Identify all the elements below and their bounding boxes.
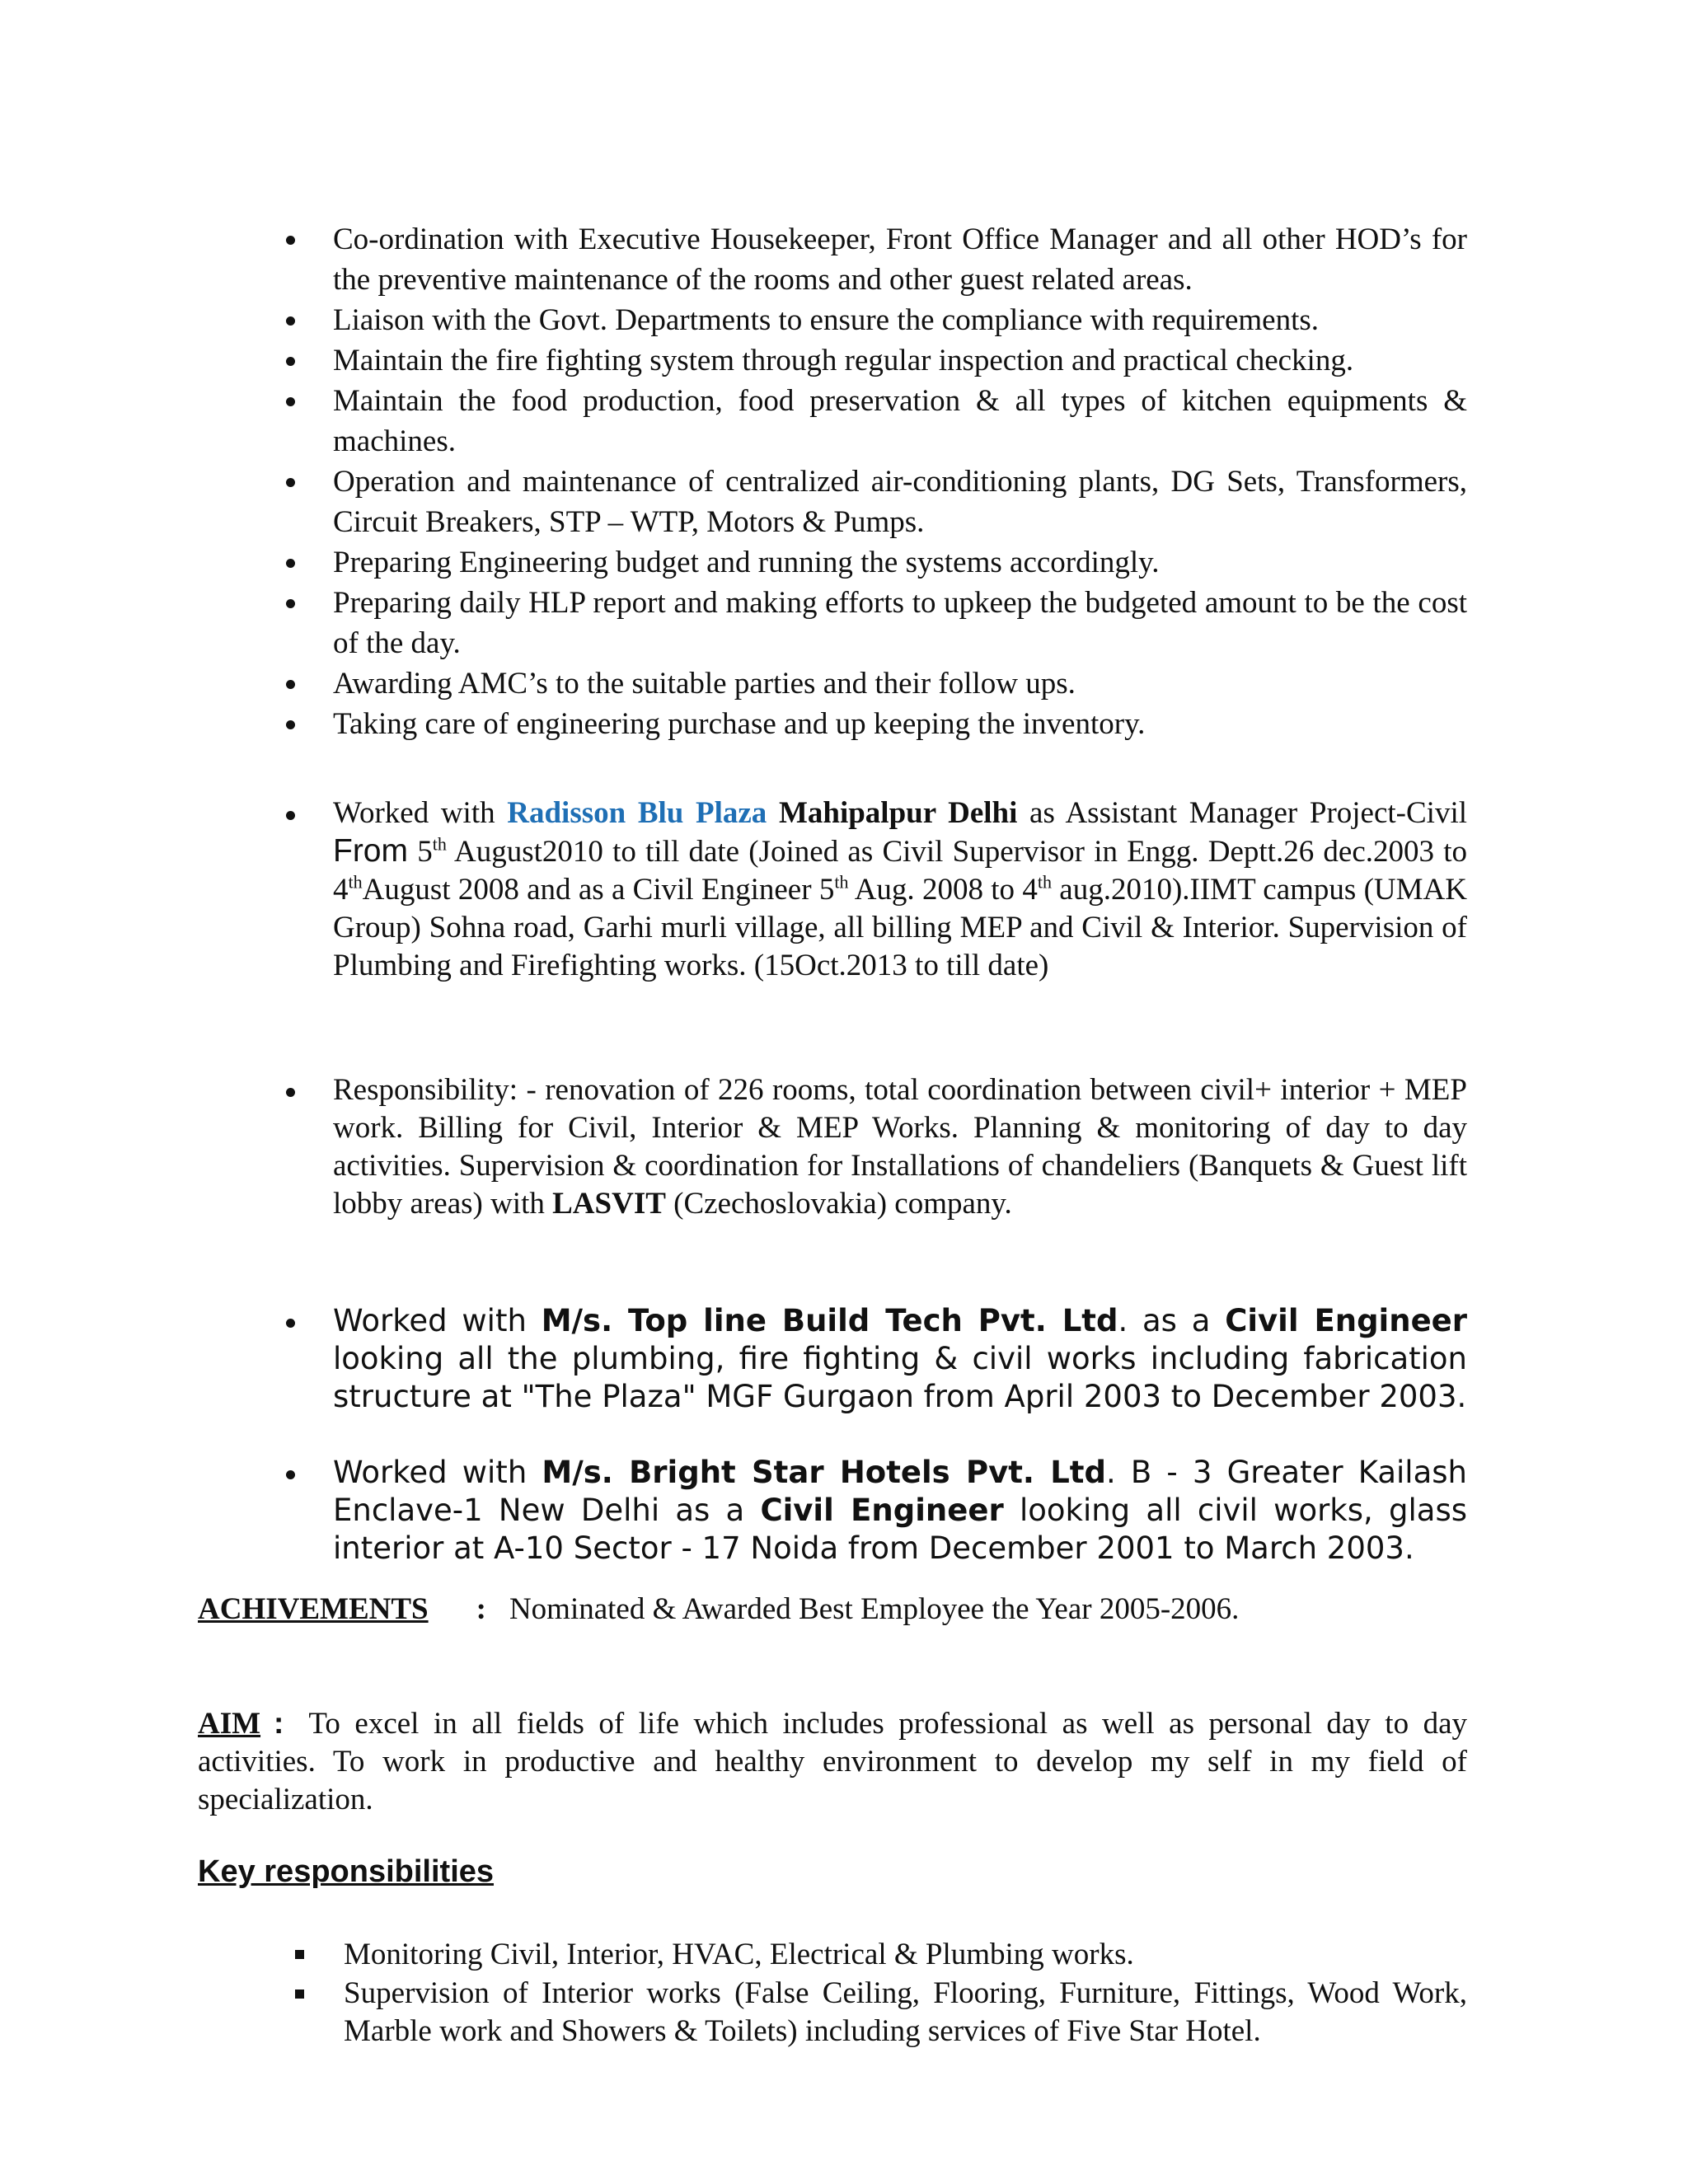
list-item: Operation and maintenance of centralized air-conditioning plants, DG Sets, Transformers, Circuit Breakers, STP – WTP, Motors & Pumps. xyxy=(198,462,1467,542)
company-name: M/s. Top line Build Tech Pvt. Ltd xyxy=(541,1303,1118,1338)
brightstar-entry xyxy=(198,1454,1467,1568)
list-item: Supervision of Interior works (False Ceiling, Flooring, Furniture, Fittings, Wood Work, Marble work and Showers & Toilets) including services of Five Star Hotel. xyxy=(198,1975,1467,2050)
bullet-icon xyxy=(286,357,295,366)
achievements-section: ACHIVEMENTS : Nominated & Awarded Best Employee the Year 2005-2006. xyxy=(198,1592,1240,1626)
job-role: Civil Engineer xyxy=(1225,1303,1468,1338)
list-item: Maintain the food production, food preservation & all types of kitchen equipments & machines. xyxy=(198,381,1467,462)
key-responsibilities-list xyxy=(198,1935,1467,2050)
key-responsibilities-heading: Key responsibilities xyxy=(198,1854,495,1889)
list-item: Worked with M/s. Bright Star Hotels Pvt. Ltd. B - 3 Greater Kailash Enclave-1 New Delhi as a Civil Engineer looking all civil works, glass interior at A-10 Sector - 17 Noida from December 2001 to March 2003. xyxy=(198,1454,1467,1568)
bullet-icon xyxy=(286,1319,295,1328)
aim-heading: AIM xyxy=(198,1707,261,1741)
list-item: Preparing daily HLP report and making efforts to upkeep the budgeted amount to be the cost of the day. xyxy=(198,583,1467,663)
list-item: Awarding AMC’s to the suitable parties and their follow ups. xyxy=(198,663,1467,704)
bullet-icon xyxy=(295,1950,304,1959)
bullet-icon xyxy=(286,559,295,568)
bullet-icon xyxy=(286,397,295,406)
company-name: Radisson Blu Plaza xyxy=(507,796,767,830)
bullet-icon xyxy=(286,680,295,689)
responsibility-entry xyxy=(198,1071,1467,1223)
bullet-icon xyxy=(286,1088,295,1097)
aim-text: To excel in all fields of life which includes professional as well as personal day to day activities. To work in productive and healthy environment to develop my self in my field of specialization. xyxy=(198,1707,1467,1816)
bullet-icon xyxy=(295,1990,304,1999)
list-item: Responsibility: - renovation of 226 rooms, total coordination between civil+ interior + MEP work. Billing for Civil, Interior & MEP Works. Planning & monitoring of day to day activities. Supervision & coordination for Installations of chandeliers (Banquets & Guest lift lobby areas) with LASVIT (Czechoslovakia) company. xyxy=(198,1071,1467,1223)
list-item: Liaison with the Govt. Departments to ensure the compliance with requirements. xyxy=(198,300,1467,340)
topline-entry xyxy=(198,1302,1467,1416)
bullet-icon xyxy=(286,478,295,487)
list-item: Monitoring Civil, Interior, HVAC, Electrical & Plumbing works. xyxy=(198,1935,1467,1975)
list-item: Maintain the fire fighting system through regular inspection and practical checking. xyxy=(198,340,1467,381)
bullet-icon xyxy=(286,1470,295,1479)
radisson-entry xyxy=(198,794,1467,985)
bullet-icon xyxy=(286,316,295,326)
list-item: Co-ordination with Executive Housekeeper, Front Office Manager and all other HOD’s for the preventive maintenance of the rooms and other guest related areas. xyxy=(198,219,1467,300)
list-item: Preparing Engineering budget and running the systems accordingly. xyxy=(198,542,1467,583)
company-name: M/s. Bright Star Hotels Pvt. Ltd xyxy=(542,1455,1106,1490)
company-name: LASVIT xyxy=(552,1187,666,1221)
bullet-icon xyxy=(286,236,295,245)
achievements-text: Nominated & Awarded Best Employee the Year 2005-2006. xyxy=(509,1592,1240,1626)
list-item: Worked with M/s. Top line Build Tech Pvt. Ltd. as a Civil Engineer looking all the plumbing, fire fighting & civil works including fabrication structure at "The Plaza" MGF Gurgaon from April 2003 to December 2003. xyxy=(198,1302,1467,1416)
duties-list xyxy=(198,219,1467,744)
aim-section: AIM : To excel in all fields of life which includes professional as well as personal day to day activities. To work in productive and healthy environment to develop my self in my field of specialization. xyxy=(198,1706,1467,1816)
job-role: Civil Engineer xyxy=(760,1493,1004,1528)
bullet-icon xyxy=(286,811,295,820)
list-item: Worked with Radisson Blu Plaza Mahipalpur Delhi as Assistant Manager Project-Civil From 5th August2010 to till date (Joined as Civil Supervisor in Engg. Deptt.26 dec.2003 to 4thAugust 2008 and as a Civil Engineer 5th Aug. 2008 to 4th aug.2010).IIMT campus (UMAK Group) Sohna road, Garhi murli village, all billing MEP and Civil & Interior. Supervision of Plumbing and Firefighting works. (15Oct.2013 to till date) xyxy=(198,794,1467,985)
list-item: Taking care of engineering purchase and up keeping the inventory. xyxy=(198,704,1467,744)
achievements-heading: ACHIVEMENTS xyxy=(198,1592,429,1626)
bullet-icon xyxy=(286,720,295,729)
bullet-icon xyxy=(286,599,295,608)
